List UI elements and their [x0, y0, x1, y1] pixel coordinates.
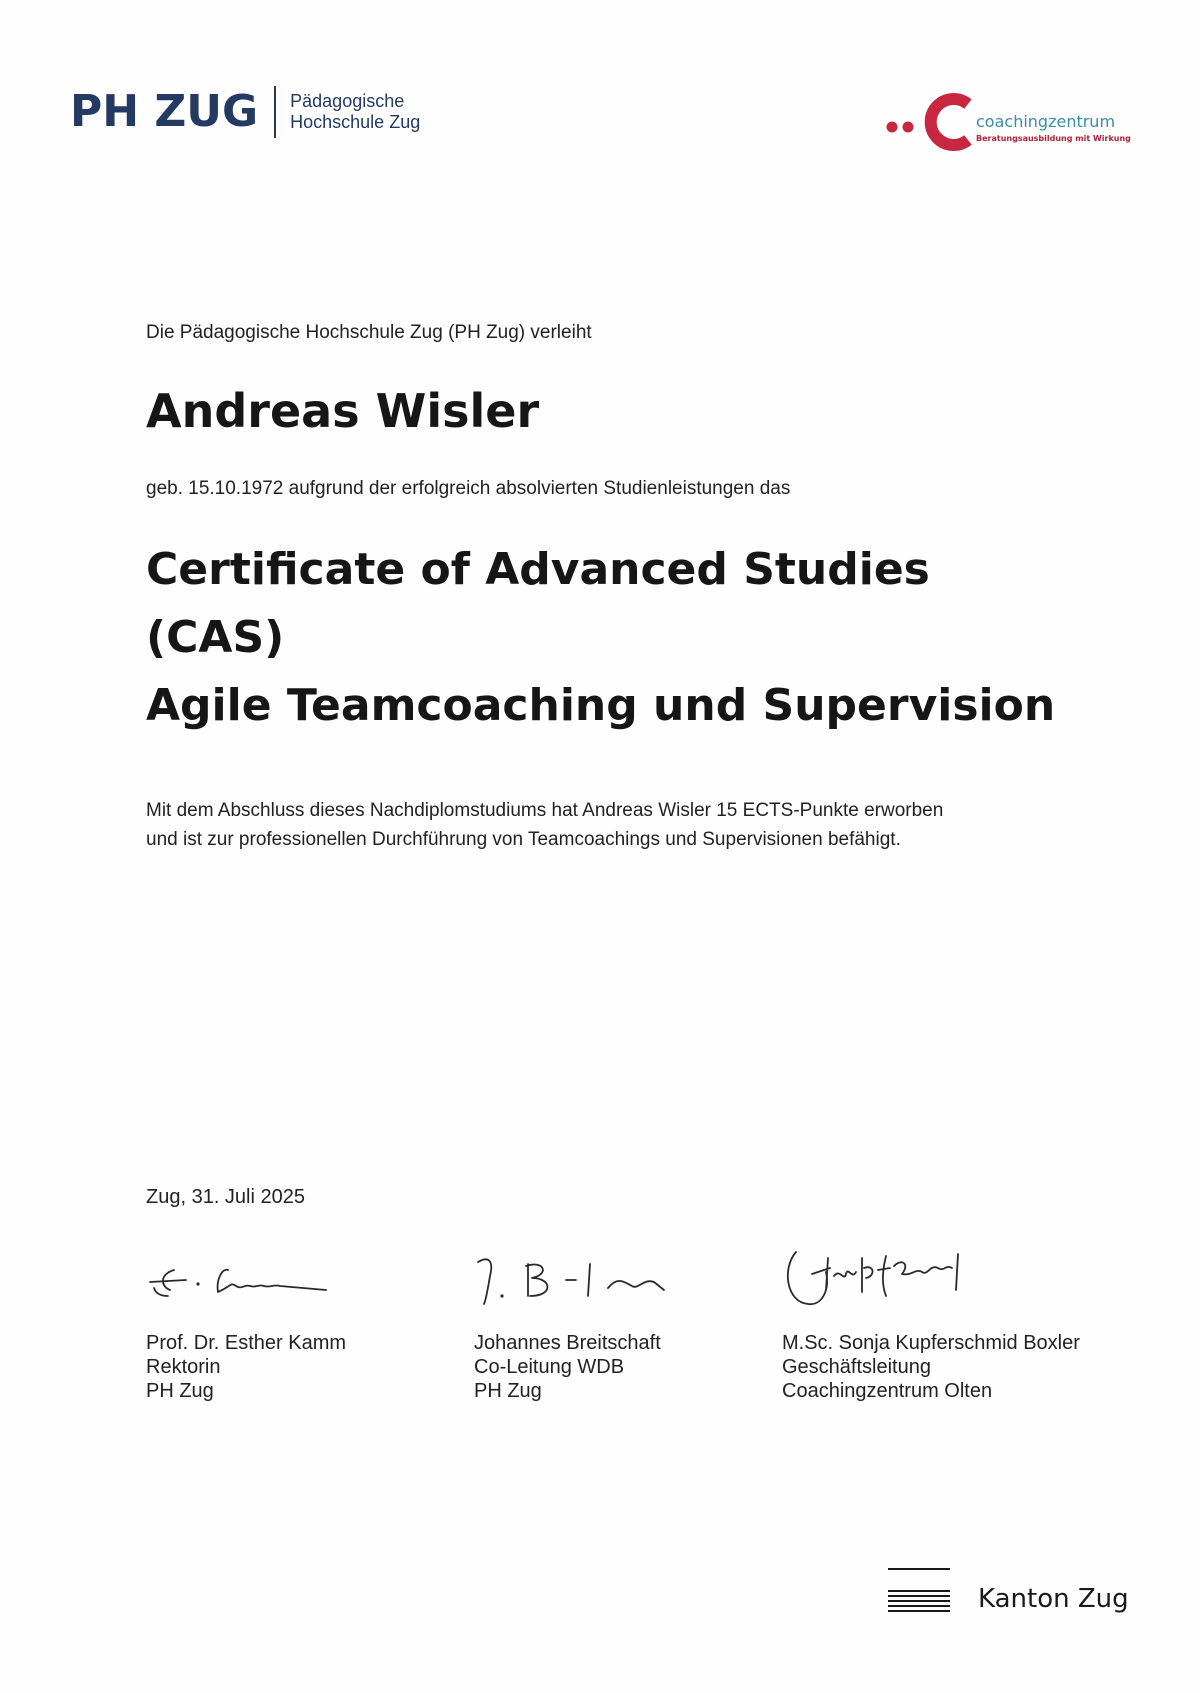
- signatory-2-name: Johannes Breitschaft: [474, 1332, 661, 1354]
- intro-text: Die Pädagogische Hochschule Zug (PH Zug) verleiht: [146, 322, 592, 343]
- achievement-statement: [146, 796, 943, 854]
- signatory-3-name: M.Sc. Sonja Kupferschmid Boxler: [782, 1332, 1080, 1354]
- coachingzentrum-tagline: Beratungsausbildung mit Wirkung: [976, 134, 1131, 143]
- place-date: Zug, 31. Juli 2025: [146, 1186, 305, 1208]
- ph-zug-wordmark: PH ZUG: [70, 86, 259, 137]
- ph-zug-subtitle-line1: Pädagogische: [290, 91, 405, 111]
- signatory-3-org: Coachingzentrum Olten: [782, 1380, 993, 1402]
- signatory-2-role: Co-Leitung WDB: [474, 1356, 625, 1378]
- signatory-1-role: Rektorin: [146, 1356, 221, 1378]
- signatory-2-info: [474, 1331, 714, 1403]
- birth-line: geb. 15.10.1972 aufgrund der erfolgreich absolvierten Studienleistungen das: [146, 478, 791, 499]
- signatory-1: [146, 1246, 386, 1403]
- certificate-title-line1: Certificate of Advanced Studies: [146, 544, 930, 595]
- coachingzentrum-logo: [884, 90, 1131, 152]
- kanton-zug-emblem-icon: [888, 1568, 950, 1618]
- signature-3: [782, 1246, 1022, 1316]
- signatory-2-org: PH Zug: [474, 1380, 542, 1402]
- signature-1: [146, 1246, 386, 1316]
- statement-line1: Mit dem Abschluss dieses Nachdiplomstudiums hat Andreas Wisler 15 ECTS-Punkte erworben: [146, 800, 944, 821]
- recipient-name: Andreas Wisler: [146, 384, 540, 438]
- kanton-zug-name: Kanton Zug: [978, 1584, 1129, 1614]
- logo-divider: [274, 86, 276, 138]
- signatory-1-name: Prof. Dr. Esther Kamm: [146, 1332, 347, 1354]
- statement-line2: und ist zur professionellen Durchführung von Teamcoachings und Supervisionen befähigt.: [146, 829, 901, 850]
- signatory-1-info: [146, 1331, 386, 1403]
- ph-zug-subtitle-line2: Hochschule Zug: [290, 112, 421, 132]
- signature-2: [474, 1246, 714, 1316]
- ph-zug-subtitle: [290, 91, 420, 133]
- signatory-2: [474, 1246, 714, 1403]
- coachingzentrum-name: coachingzentrum: [976, 112, 1116, 131]
- coachingzentrum-c-icon: [884, 90, 976, 152]
- ph-zug-logo: [70, 86, 420, 138]
- signatory-3-info: [782, 1331, 1080, 1403]
- signatory-3: [782, 1246, 1080, 1403]
- signatory-3-role: Geschäftsleitung: [782, 1356, 931, 1378]
- kanton-zug-logo: [888, 1568, 1129, 1618]
- certificate-title: [146, 536, 1055, 740]
- signatory-1-org: PH Zug: [146, 1380, 214, 1402]
- certificate-title-line3: Agile Teamcoaching und Supervision: [146, 680, 1056, 731]
- certificate-title-line2: (CAS): [146, 612, 285, 663]
